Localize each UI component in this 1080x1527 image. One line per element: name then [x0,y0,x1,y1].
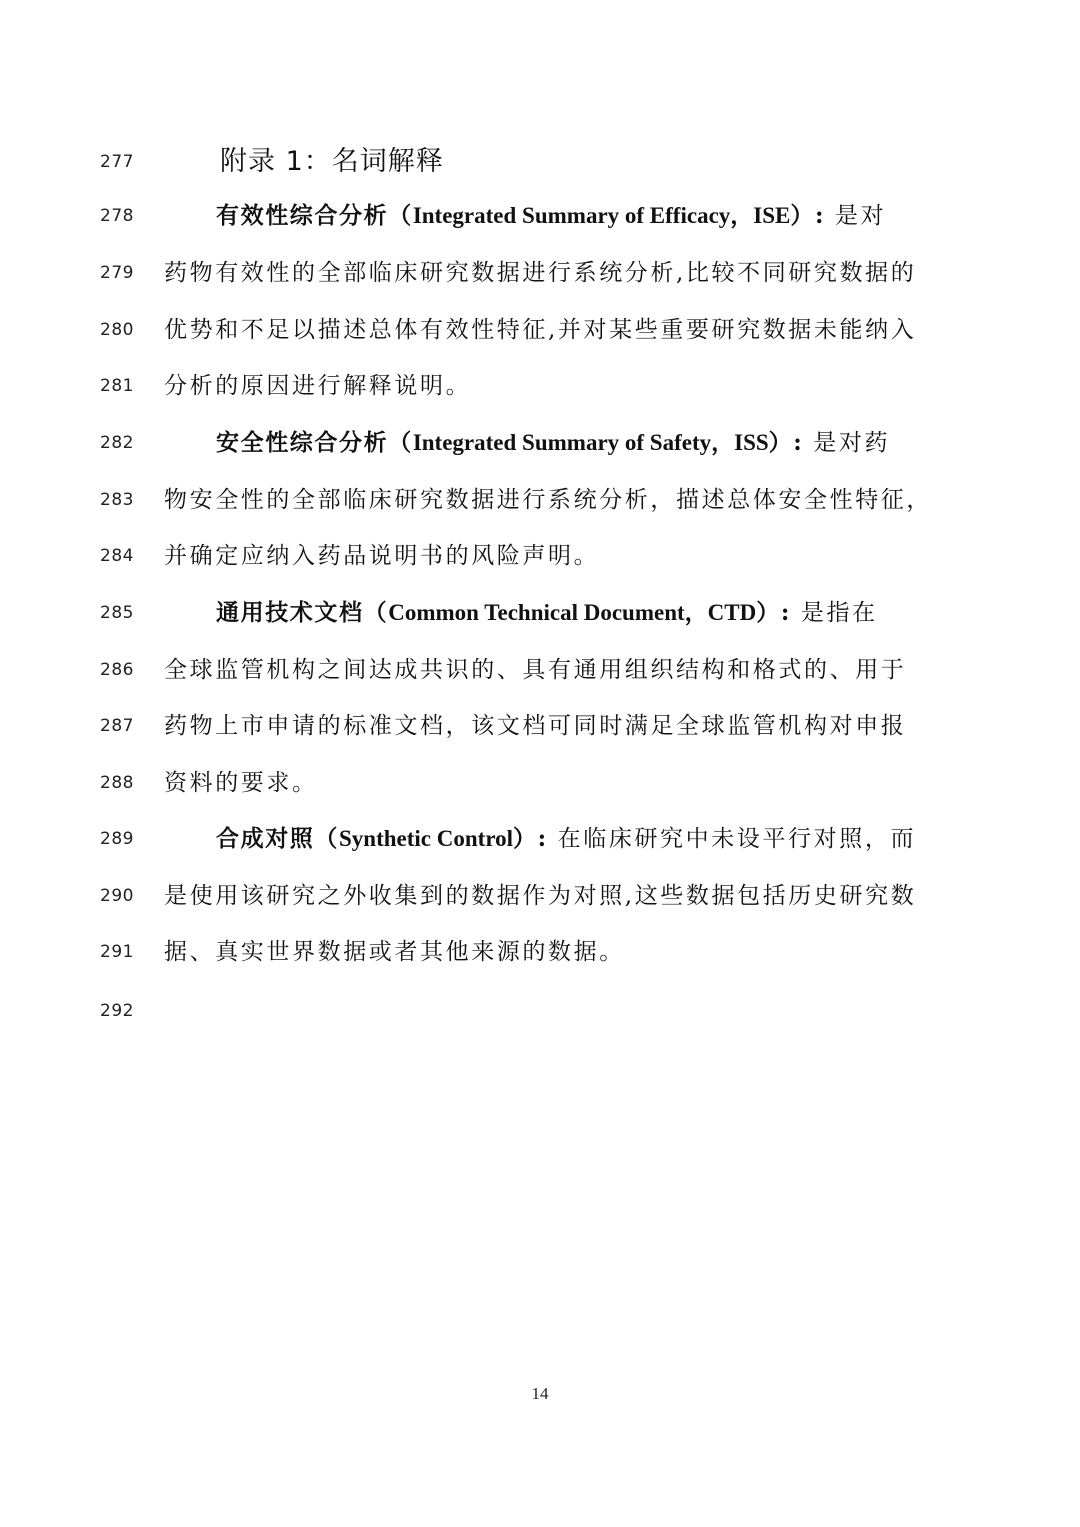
definition-line: 药物上市申请的标准文档，该文档可同时满足全球监管机构对申报 [164,713,907,739]
line-number: 279 [100,263,134,283]
entry-line [0,253,1080,293]
definition-line: 药物有效性的全部临床研究数据进行系统分析,比较不同研究数据的 [164,260,917,286]
entry-text [216,423,890,463]
line-number: 282 [100,433,134,453]
entry-first-line [0,423,1080,463]
definition-line: 物安全性的全部临床研究数据进行系统分析，描述总体安全性特征， [164,487,932,513]
entry-line [0,932,1080,972]
heading-line [0,140,1080,180]
line-number: 292 [100,1001,134,1021]
term-english: Integrated Summary of Efficacy，ISE [412,203,791,228]
entry-first-line [0,196,1080,236]
line-number: 288 [100,773,134,793]
definition-start: 在临床研究中未设平行对照，而 [557,826,917,852]
entry-line [0,650,1080,690]
definition-line: 全球监管机构之间达成共识的、具有通用组织结构和格式的、用于 [164,657,907,683]
term-english: Common Technical Document，CTD [388,600,757,625]
entry-line [0,366,1080,406]
paren-close: ）: [756,599,791,626]
line-number: 284 [100,546,134,566]
paren-open: （ [388,429,413,456]
term-english: Integrated Summary of Safety，ISS [412,430,769,455]
definition-start: 是指在 [800,600,878,626]
paren-close: ）: [790,202,826,229]
definition-line: 是使用该研究之外收集到的数据作为对照,这些数据包括历史研究数 [164,883,917,909]
line-number: 286 [100,660,134,680]
empty-line [0,991,1080,1031]
line-number: 280 [100,320,134,340]
definition-line: 分析的原因进行解释说明。 [164,373,472,399]
paren-open: （ [314,825,340,852]
entry-line [0,763,1080,803]
line-number: 281 [100,376,134,396]
line-number: 289 [100,829,134,849]
entry-line [0,706,1080,746]
term-chinese: 安全性综合分析 [216,429,389,456]
definition-line: 据、真实世界数据或者其他来源的数据。 [164,939,625,965]
appendix-heading: 附录 1：名词解释 [220,146,444,177]
definition-start: 是对药 [813,430,891,456]
definition-line: 优势和不足以描述总体有效性特征,并对某些重要研究数据未能纳入 [164,317,917,343]
entry-text [216,819,916,859]
entry-line [0,536,1080,576]
paren-open: （ [363,599,389,626]
term-chinese: 有效性综合分析 [216,202,389,229]
line-number: 283 [100,490,134,510]
line-number: 290 [100,886,134,906]
term-chinese: 合成对照 [216,825,315,852]
entry-line [0,480,1080,520]
paren-close: ）: [513,825,548,852]
term-english: Synthetic Control [339,826,514,851]
line-number: 278 [100,206,134,226]
entry-first-line [0,593,1080,633]
definition-start: 是对 [834,203,887,229]
entry-line [0,310,1080,350]
definition-line: 并确定应纳入药品说明书的风险声明。 [164,543,600,569]
entry-text [216,196,886,236]
paren-close: ）: [768,429,804,456]
line-number: 287 [100,716,134,736]
entry-text [216,593,878,633]
entry-first-line [0,819,1080,859]
paren-open: （ [388,202,413,229]
line-number: 291 [100,942,134,962]
entry-line [0,876,1080,916]
page-number: 14 [531,1384,549,1403]
term-chinese: 通用技术文档 [216,599,364,626]
line-number: 285 [100,603,134,623]
definition-line: 资料的要求。 [164,770,318,796]
line-number: 277 [100,152,134,172]
